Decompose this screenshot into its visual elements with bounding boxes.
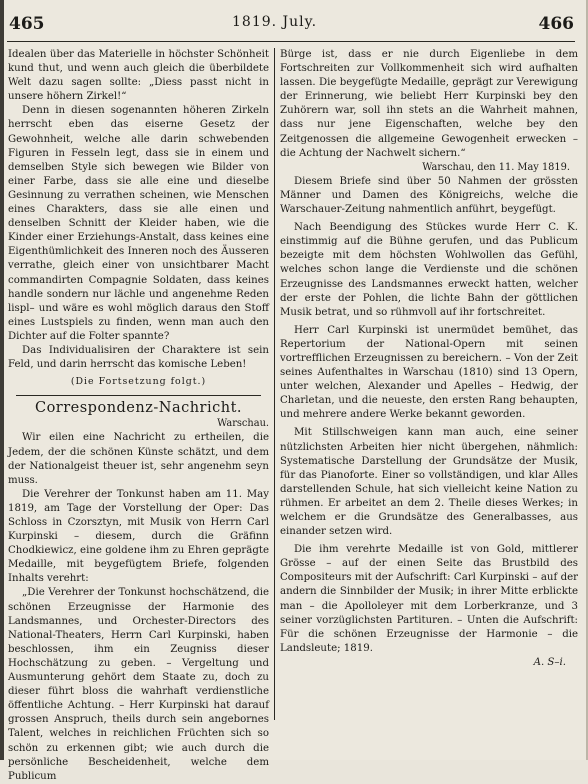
page-number-right: 466 — [538, 14, 574, 34]
header-rule — [7, 41, 575, 42]
paragraph: Herr Carl Kurpinski ist unermüdet bemühet, das Repertorium der National-Opern mit seinen vortrefflichen Erzeugnissen zu bereichern. – Von der Zeit seines Aufenthaltes in Warschau (1810) sind 13 Opern, unter welchen, Alexander und Apelles – Hedwig, der Charletan, und die neueste, den ersten Rang behaupten, und mehrere andere Werke bekannt geworden. — [280, 324, 578, 421]
paragraph: Das Individualisiren der Charaktere ist sein Feld, und darin herrscht das komische Leben! — [8, 344, 269, 371]
quoted-letter: „Die Verehrer der Tonkunst hochschätzend, die schönen Erzeugnisse der Harmonie des Landsmannes, und Orchester-Directors des National-Theaters, Herrn Carl Kurpinski, haben beschlossen, ihm ein Zeugniss dieser Hochschätzung zu geben. – Vergeltung und Ausmunterung gehört dem Staate zu, doch zu dieser führt bloss die wahrhaft verdienstliche öffentliche Achtung. – Herr Kurpinski hat darauf grossen Anspruch, theils durch sein angebornes Talent, welches in reichlichen Früchten sich so schön zu erkennen gibt; wie auch durch die persönliche Bescheidenheit, welche dem Publicum — [8, 587, 269, 782]
place-line: Warschau. — [217, 418, 269, 430]
paragraph-continued: Bürge ist, dass er nie durch Eigenliebe in dem Fortschreiten zur Vollkommenheit sich wird aufhalten lassen. Die beygefügte Medaille, geprägt zur Verewigung der Erinnerung, wie beliebt Herr Kurpinski bey den Zuhörern war, soll ihn stets an die Wahrheit mahnen, dass nur jene Eigenschaften, welche bey den Zeitgenossen die allgemeine Gewogenheit erwecken – die Achtung der Nachwelt sichern.“ — [280, 49, 578, 159]
paragraph: Wir eilen eine Nachricht zu ertheilen, die Jedem, der die schönen Künste schätzt, und dem der Nationalgeist theuer ist, sehr angenehm seyn muss. — [8, 432, 269, 486]
running-head: 1819. July. — [232, 14, 318, 30]
paragraph-continued: Idealen über das Materielle in höchster Schönheit kund thut, und wenn auch gleich die überbildete Welt dazu sagen sollte: „Diess passt nicht in unsere höhern Zirkel!“ — [8, 49, 269, 103]
page-header — [0, 12, 588, 38]
binding-edge — [0, 0, 4, 760]
paragraph: Diesem Briefe sind über 50 Nahmen der grössten Männer und Damen des Königreichs, welche die Warschauer-Zeitung nahmentlich anführt, beygefügt. — [280, 175, 578, 216]
paragraph: Mit Stillschweigen kann man auch, eine seiner nützlichsten Arbeiten hier nicht übergehen, nähmlich: Systematische Darstellung der Grundsätze der Musik, für das Pianoforte. Einer so vollständigen, und klar Alles darstellenden Schule, hat sich vielleicht keine Nation zu rühmen. Er arbeitet an dem 2. Theile dieses Werkes; in welchem er die Grundsätze des Generalbasses, aus einander setzen wird. — [280, 427, 578, 538]
page-number-left: 465 — [9, 14, 45, 34]
section-title: Correspondenz-Nachricht. — [34, 400, 243, 417]
left-column — [8, 48, 269, 784]
paragraph: Die ihm verehrte Medaille ist von Gold, mittlerer Grösse – auf der einen Seite das Brustbild des Compositeurs mit der Aufschrift: Carl Kurpinski – auf der andern die Sinnbilder der Musik; in ihrer Mitte erblickte man – die Apolloleyer mit dem Lorberkranze, und 3 seiner vorzüglichsten Partituren. – Unten die Aufschrift: Für die schönen Erzeugnisse der Harmonie – die Landsleute; 1819. — [280, 544, 578, 654]
dateline: Warschau, den 11. May 1819. — [422, 161, 570, 173]
section-rule — [16, 395, 261, 396]
continuation-note: (Die Fortsetzung folgt.) — [70, 376, 207, 388]
paragraph: Die Verehrer der Tonkunst haben am 11. May 1819, am Tage der Vorstellung der Oper: Das Schloss in Czorsztyn, mit Musik von Herrn Carl Kurpinski – diesem, durch die Gräfinn Chodkiewicz, eine goldene ihm zu Ehren geprägte Medaille, mit beygefügtem Briefe, folgenden Inhalts verehrt: — [8, 488, 269, 585]
paragraph: Denn in diesen sogenannten höheren Zirkeln herrscht eben das eiserne Gesetz der Gewohnheit, welche alle darin schwebenden Figuren in Fesseln legt, dass sie in einem und demselben Style sich bewegen wie Bilder von einer Farbe, dass sie alle eine und dieselbe Gesinnung zu verrathen scheinen, wie Menschen eines Charakters, dass sie alle einen und denselben Schnitt der Kleider haben, wie die Kinder einer Erziehungs-Anstalt, dass keines eine Eigenthümlichkeit des Inneren noch des Äusseren verrathe, gleich einer von unsichtbarer Macht commandirten Compagnie Soldaten, dass keines handle sondern nur lächle und angenehme Reden lispl– und wäre es wohl möglich daraus den Stoff eines Lustspiels zu finden, wenn man auch den Dichter auf die Folter spannte? — [8, 105, 269, 342]
column-divider — [274, 48, 275, 720]
paragraph: Nach Beendigung des Stückes wurde Herr C. K. einstimmig auf die Bühne gerufen, und das Publicum bezeigte mit dem höchsten Wohlwollen das Gefühl, welches schon lange die Verdienste und die schönen Erzeugnisse des Landsmannes erweckt hatten, welcher der erste der Pohlen, die lichte Bahn der göttlichen Musik betrat, und so rühmvoll auf ihr fortschreitet. — [280, 222, 578, 318]
right-column — [280, 48, 578, 670]
signature: A. S–i. — [533, 656, 566, 668]
